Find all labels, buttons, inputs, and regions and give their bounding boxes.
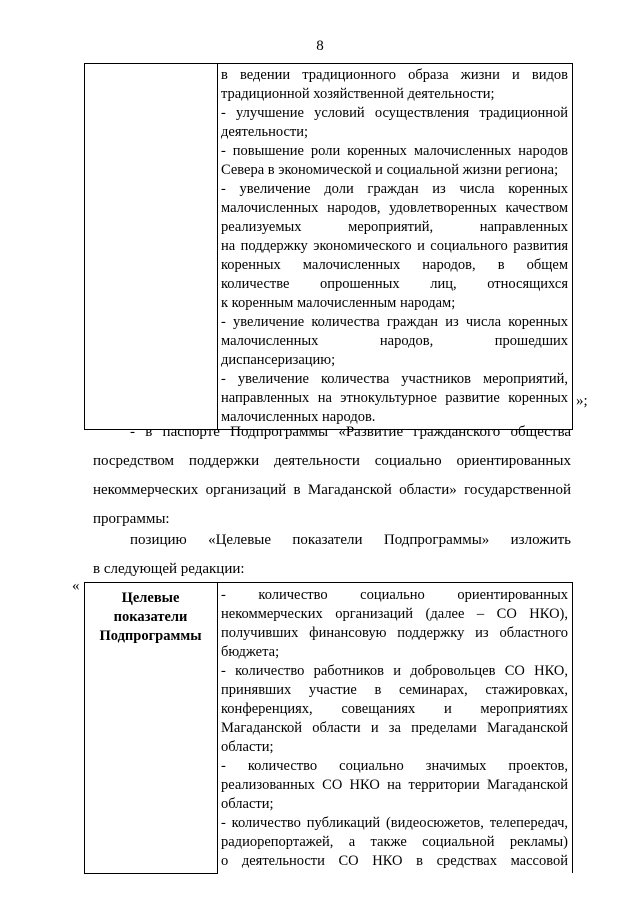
table2-line: Магаданской области и за пределами Магаданской <box>221 720 568 736</box>
table2-line: - количество работников и добровольцев СО НКО, <box>221 663 568 679</box>
table2-line: получивших финансовую поддержку из областного <box>221 625 568 641</box>
closing-quote: »; <box>576 393 588 409</box>
paragraph-line: - в паспорте Подпрограммы «Развитие гражданского общества <box>130 424 571 440</box>
table1-line: в ведении традиционного образа жизни и видов <box>221 67 568 83</box>
table1-line: традиционной хозяйственной деятельности; <box>221 86 495 102</box>
header-line: показатели <box>113 609 188 625</box>
targets-cell <box>218 583 573 874</box>
table2-line: области; <box>221 739 274 755</box>
page-number: 8 <box>316 38 324 54</box>
table1-line: диспансеризацию; <box>221 352 336 368</box>
amendment-paragraph <box>93 418 571 534</box>
table1-line: малочисленных народов, удовлетворенных качеством <box>221 200 568 216</box>
table2-line: некоммерческих организаций (далее – СО НКО), <box>221 606 568 622</box>
empty-label-cell <box>85 64 218 430</box>
table2-line: - количество социально ориентированных <box>221 587 568 603</box>
table2-line: радиорепортажей, а также социальной рекламы) <box>221 834 568 850</box>
table1-line: к коренным малочисленным народам; <box>221 295 456 311</box>
table1-line: количестве опрошенных лиц, относящихся <box>221 276 568 292</box>
instruction-paragraph <box>93 526 571 584</box>
opening-quote: « <box>72 578 80 594</box>
table1-line: направленных на этнокультурное развитие коренных <box>221 390 568 406</box>
table1-line: коренных малочисленных народов, в общем <box>221 257 568 273</box>
paragraph-line: некоммерческих организаций в Магаданской области» государственной <box>93 482 571 498</box>
table1-line: деятельности; <box>221 124 309 140</box>
table1-line: на поддержку экономического и социального развития <box>221 238 568 254</box>
targets-table-continued <box>84 63 573 430</box>
paragraph-line: в следующей редакции: <box>93 561 245 577</box>
paragraph-line: программы: <box>93 511 170 527</box>
header-line: Подпрограммы <box>99 628 202 644</box>
table2-line: о деятельности СО НКО в средствах массовой <box>221 853 568 869</box>
paragraph-line: позицию «Целевые показатели Подпрограммы» изложить <box>130 532 571 548</box>
table2-line: конференциях, совещаниях и мероприятиях <box>221 701 568 717</box>
targets-header-cell <box>85 583 218 874</box>
table1-line: малочисленных народов, прошедших <box>221 333 568 349</box>
table1-line: - повышение роли коренных малочисленных народов <box>221 143 568 159</box>
table2-line: области; <box>221 796 274 812</box>
table2-line: бюджета; <box>221 644 280 660</box>
table1-line: - улучшение условий осуществления традиционной <box>221 105 568 121</box>
targets-table-new <box>84 582 573 874</box>
table2-line: реализованных СО НКО на территории Магаданской <box>221 777 568 793</box>
table2-line: принявших участие в семинарах, стажировках, <box>221 682 568 698</box>
table2-line: - количество социально значимых проектов, <box>221 758 568 774</box>
table1-line: - увеличение доли граждан из числа коренных <box>221 181 568 197</box>
table1-line: реализуемых мероприятий, направленных <box>221 219 568 235</box>
targets-cell <box>218 64 573 430</box>
table1-line: - увеличение количества граждан из числа коренных <box>221 314 568 330</box>
header-line: Целевые <box>121 590 180 606</box>
paragraph-line: посредством поддержки деятельности социально ориентированных <box>93 453 571 469</box>
table2-line: - количество публикаций (видеосюжетов, телепередач, <box>221 815 568 831</box>
table1-line: малочисленных народов. <box>221 409 376 425</box>
table1-line: Севера в экономической и социальной жизни региона; <box>221 162 559 178</box>
table1-line: - увеличение количества участников мероприятий, <box>221 371 568 387</box>
